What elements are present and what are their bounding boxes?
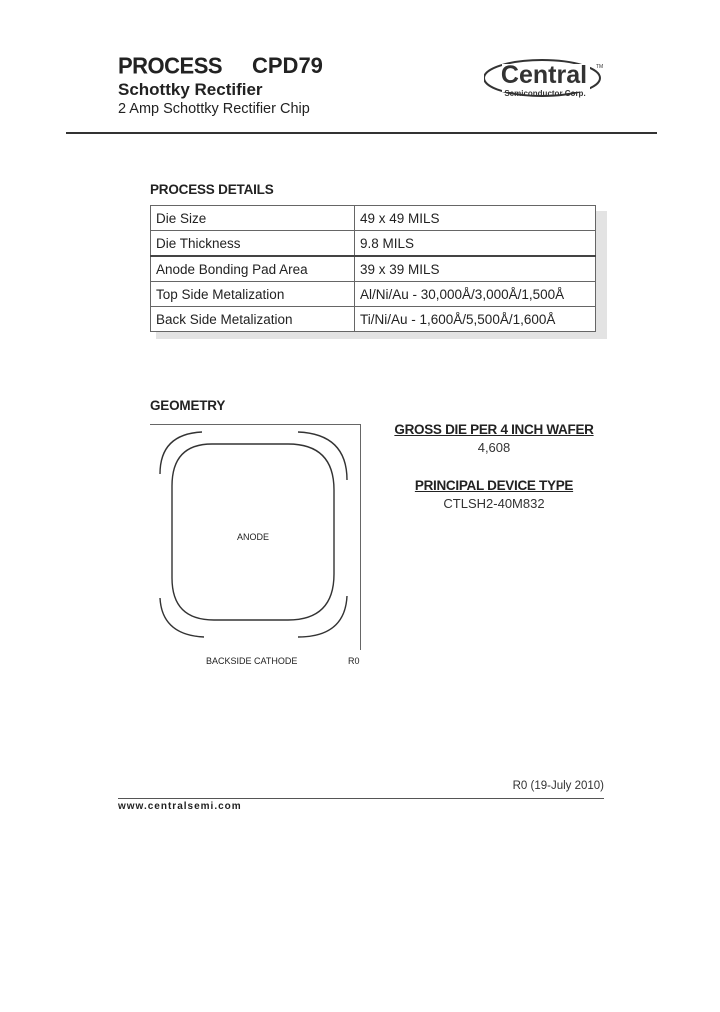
process-label: PROCESS [118, 52, 223, 79]
row-value: Ti/Ni/Au - 1,600Å/5,500Å/1,600Å [355, 307, 596, 332]
row-value: Al/Ni/Au - 30,000Å/3,000Å/1,500Å [355, 282, 596, 307]
geometry-heading: GEOMETRY [150, 398, 226, 413]
row-value: 39 x 39 MILS [355, 256, 596, 282]
gross-die-heading: GROSS DIE PER 4 INCH WAFER [394, 422, 594, 437]
table-row [151, 307, 596, 332]
table-row [151, 231, 596, 257]
row-label: Die Size [151, 206, 355, 231]
logo-brand: Central [500, 61, 588, 89]
logo-tagline: Semiconductor Corp. [504, 89, 586, 98]
row-value: 9.8 MILS [355, 231, 596, 257]
anode-label: ANODE [237, 532, 270, 542]
product-description: 2 Amp Schottky Rectifier Chip [118, 101, 310, 117]
row-label: Anode Bonding Pad Area [151, 256, 355, 282]
logo-trademark: TM [596, 64, 604, 70]
geometry-revision-label: R0 [348, 656, 360, 666]
table-row [151, 256, 596, 282]
device-type-heading: PRINCIPAL DEVICE TYPE [414, 478, 574, 493]
table-row [151, 206, 596, 231]
row-label: Back Side Metalization [151, 307, 355, 332]
footer-divider [118, 798, 604, 799]
process-details-heading: PROCESS DETAILS [150, 182, 274, 197]
corner-arc-top-left [160, 432, 202, 474]
process-details-table [150, 205, 596, 332]
header-divider [66, 132, 657, 134]
gross-die-value: 4,608 [477, 440, 511, 455]
corner-arc-bottom-right [298, 596, 347, 637]
part-number: CPD79 [252, 53, 323, 78]
row-label: Die Thickness [151, 231, 355, 257]
document-revision: R0 (19-July 2010) [512, 780, 604, 792]
backside-cathode-label: BACKSIDE CATHODE [206, 656, 298, 666]
row-label: Top Side Metalization [151, 282, 355, 307]
row-value: 49 x 49 MILS [355, 206, 596, 231]
central-logo [484, 56, 606, 102]
device-type-value: CTLSH2-40M832 [443, 496, 545, 511]
table-row [151, 282, 596, 307]
product-type: Schottky Rectifier [118, 80, 263, 99]
website-link[interactable]: www.centralsemi.com [118, 801, 242, 812]
